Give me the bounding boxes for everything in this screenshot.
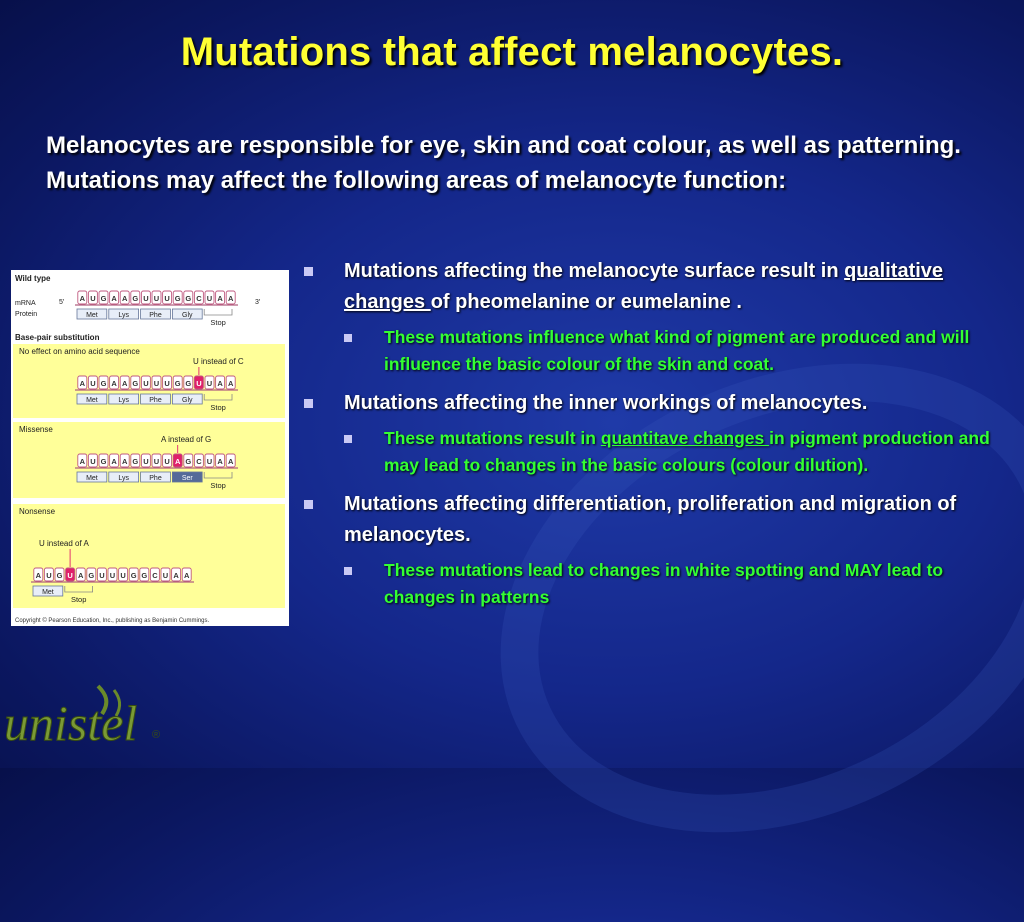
wild-type-base-label: U <box>164 294 170 303</box>
panel-3-base-label: G <box>56 571 63 580</box>
wild-type-base-label: U <box>153 294 160 303</box>
panel-1-base-label: A <box>111 379 117 388</box>
bullet-marker <box>304 267 313 276</box>
wild-type-amino-acid-label: Phe <box>149 312 162 319</box>
panel-2-amino-acid-label: Met <box>86 475 98 482</box>
panel-2-base-label: G <box>185 457 192 466</box>
mutation-diagram <box>11 270 289 626</box>
panel-2-base-label: A <box>217 457 223 466</box>
wild-type-amino-acid-label: Met <box>86 312 98 319</box>
wild-type-base-label: C <box>196 294 202 303</box>
bullet-1 <box>304 256 1004 318</box>
panel-note: U instead of A <box>39 539 89 548</box>
panel-3-base-label: A <box>183 571 190 580</box>
slide-title: Mutations that affect melanocytes. <box>180 30 844 74</box>
logo-wordmark: unistel <box>4 695 138 750</box>
panel-3-base-label: U <box>67 571 73 580</box>
panel-3-base-label: A <box>35 571 42 580</box>
panel-1-base-label: U <box>153 379 160 388</box>
panel-2-base-label: U <box>143 457 149 466</box>
mrna-label: mRNA <box>15 300 36 307</box>
wild-type-base-label: U <box>90 294 96 303</box>
wild-type-base-label: A <box>217 294 223 303</box>
panel-3-base-label: U <box>120 571 126 580</box>
panel-1-amino-acid-label: Phe <box>149 397 162 404</box>
panel-1-base-label: A <box>227 379 234 388</box>
panel-note: U instead of C <box>193 357 244 366</box>
unistel-logo <box>2 680 182 750</box>
wild-type-base-label: G <box>100 294 107 303</box>
panel-2-base-label: G <box>100 457 107 466</box>
panel-3-base-label: C <box>152 571 158 580</box>
sub-bullet-marker <box>344 435 352 443</box>
unistel-logo-graphic <box>2 680 182 750</box>
wild-type-stop-label: Stop <box>210 318 226 327</box>
sub-bullet-marker <box>344 567 352 575</box>
panel-2-base-label: U <box>164 457 170 466</box>
panel-3-amino-acid-label: Met <box>42 589 54 596</box>
panel-3-base-label: A <box>77 571 84 580</box>
sub-bullet-2-text: These mutations result in <box>384 428 601 448</box>
panel-1-base-label: G <box>174 379 181 388</box>
panel-2-base-label: A <box>121 457 128 466</box>
panel-heading: Missense <box>19 425 53 434</box>
copyright-text: Copyright © Pearson Education, Inc., publishing as Benjamin Cummings. <box>15 618 210 624</box>
panel-3-base-label: U <box>46 571 52 580</box>
panel-1-base-label: U <box>90 379 96 388</box>
wild-type-amino-acid-label: Gly <box>182 312 193 319</box>
panel-3-base-label: A <box>173 571 179 580</box>
panel-2-stop-label: Stop <box>210 481 226 490</box>
panel-2-base-label: A <box>174 457 181 466</box>
sub-bullet-2 <box>344 425 1004 479</box>
panel-3-base-label: U <box>99 571 105 580</box>
panel-3-stop-label: Stop <box>70 595 87 604</box>
panel-1-base-label: A <box>79 379 86 388</box>
wild-type-base-label: G <box>174 294 181 303</box>
wild-type-base-label: U <box>143 294 149 303</box>
panel-1-stop-label: Stop <box>210 403 226 412</box>
wild-type-base-label: A <box>79 294 86 303</box>
panel-1-base-label: G <box>100 379 107 388</box>
panel-2-amino-acid-label: Lys <box>118 475 130 482</box>
wild-type-base-label: G <box>185 294 192 303</box>
bullet-1-underline: qualitative changes <box>344 260 944 313</box>
sub-bullet-3 <box>344 557 1004 611</box>
protein-label: Protein <box>15 311 38 318</box>
panel-3-base-label: G <box>130 571 137 580</box>
panel-1-base-label: U <box>143 379 149 388</box>
intro-paragraph: Melanocytes are responsible for eye, skin and coat colour, as well as patterning. Mutations may affect the following areas of melanocyte function: <box>46 132 961 194</box>
sub-bullet-marker <box>344 334 352 342</box>
wild-type-base-label: G <box>132 294 139 303</box>
bullet-3 <box>304 489 1004 551</box>
panel-2-base-label: A <box>79 457 86 466</box>
panel-note: A instead of G <box>161 435 212 444</box>
mutation-figure <box>11 270 289 626</box>
bullet-marker <box>304 399 313 408</box>
panel-2-base-label: C <box>196 457 202 466</box>
panel-2-base-label: U <box>90 457 96 466</box>
panel-2-base-label: A <box>111 457 117 466</box>
sub-bullet-1-text: These mutations influence what kind of pigment are produced and will influence the basic colour of the skin and coat. <box>384 327 970 374</box>
panel-2-base-label: U <box>153 457 160 466</box>
sub-bullet-1 <box>344 324 1004 378</box>
panel-1-amino-acid-label: Gly <box>182 397 193 404</box>
wild-type-stop-bracket <box>204 309 232 315</box>
panel-1-base-label: U <box>164 379 170 388</box>
bullet-1-text-end: of pheomelanine or eumelanine . <box>430 291 742 313</box>
panel-1-base-label: A <box>121 379 128 388</box>
panel-2-base-label: A <box>227 457 234 466</box>
sub-bullet-3-text: These mutations lead to changes in white spotting and MAY lead to changes in patterns <box>384 560 944 607</box>
wild-type-base-label: A <box>227 294 234 303</box>
bullet-marker <box>304 500 313 509</box>
panel-3-base-label: U <box>162 571 169 580</box>
sub-bullet-2-underline: quantitave changes <box>600 428 770 448</box>
panel-1-base-label: G <box>132 379 139 388</box>
panel-1-amino-acid-label: Lys <box>118 397 130 404</box>
panel-3-base-label: G <box>88 571 95 580</box>
bullet-1-text: Mutations affecting the melanocyte surface result in <box>344 260 845 282</box>
panel-1-base-label: U <box>196 379 202 388</box>
bullet-3-text: Mutations affecting differentiation, proliferation and migration of melanocytes. <box>344 493 957 546</box>
panel-1-amino-acid-label: Met <box>86 397 98 404</box>
panel-2-base-label: G <box>132 457 139 466</box>
panel-1-base-label: A <box>217 379 223 388</box>
bullet-2 <box>304 388 1004 419</box>
logo-registered: ® <box>152 729 161 741</box>
sub-bullet-2-text-end: in pigment production and may lead to changes in the basic colours (colour dilution). <box>384 428 990 475</box>
panel-2-base-label: U <box>206 457 213 466</box>
three-prime-label: 3′ <box>255 299 261 306</box>
panel-2-amino-acid-label: Phe <box>149 475 162 482</box>
five-prime-label: 5′ <box>59 299 65 306</box>
panel-1-base-label: U <box>206 379 213 388</box>
wild-type-base-label: A <box>111 294 117 303</box>
panel-heading: Nonsense <box>19 507 56 516</box>
base-pair-substitution-title: Base-pair substitution <box>15 333 100 342</box>
wild-type-amino-acid-label: Lys <box>118 312 130 319</box>
wild-type-base-label: U <box>206 294 213 303</box>
panel-3-base-label: G <box>141 571 148 580</box>
bullet-list <box>304 256 1004 621</box>
panel-1-base-label: G <box>185 379 192 388</box>
panel-2-amino-acid-label: Ser <box>181 475 193 482</box>
bullet-2-text: Mutations affecting the inner workings of melanocytes. <box>344 392 868 414</box>
wild-type-base-label: A <box>121 294 128 303</box>
wild-type-label: Wild type <box>15 274 51 283</box>
panel-3-base-label: U <box>109 571 116 580</box>
panel-heading: No effect on amino acid sequence <box>19 347 140 356</box>
